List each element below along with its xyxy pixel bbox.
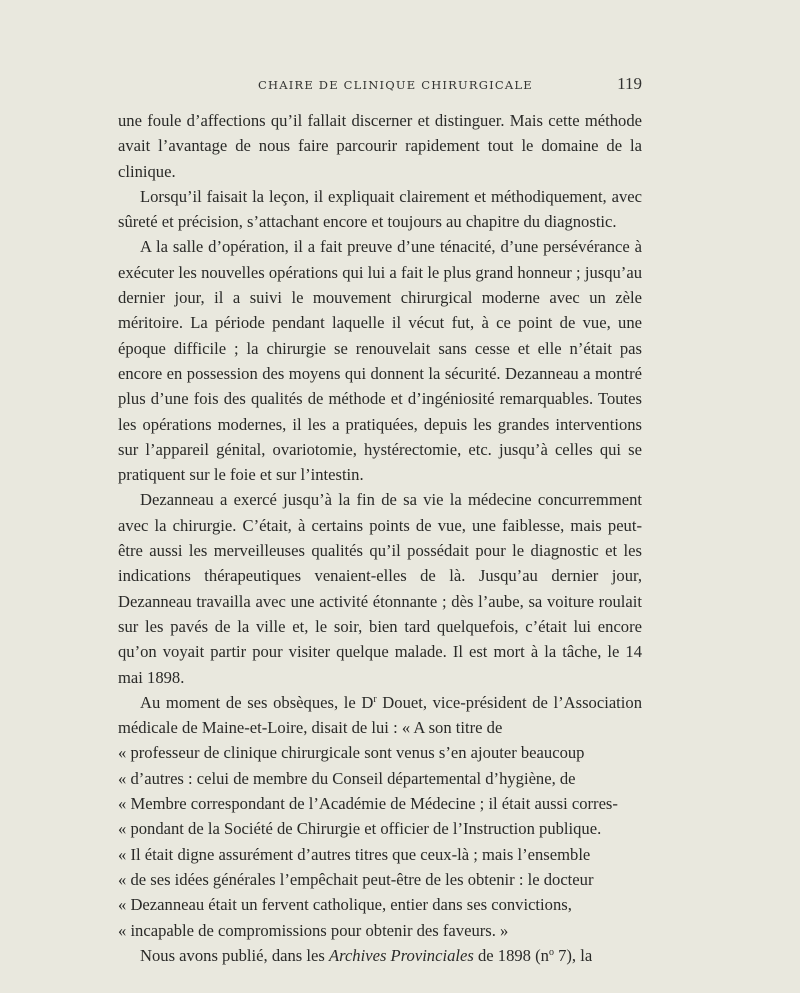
final-middle: de 1898 (n	[473, 945, 549, 965]
page-number: 119	[617, 74, 642, 93]
quote-intro-end: Douet, vice-président de l’Association médicale de Maine-et-Loire, disait de lui : « A son titre de	[118, 692, 643, 738]
paragraph-quote-intro	[118, 690, 642, 741]
doctor-superscript: r	[373, 693, 377, 705]
running-header	[118, 74, 642, 96]
running-title: CHAIRE DE CLINIQUE CHIRURGICALE	[258, 78, 533, 92]
quote-line: « Membre correspondant de l’Académie de Médecine ; il était aussi corres-	[118, 794, 618, 814]
final-end: 7), la	[553, 945, 593, 965]
quote-intro-start: Au moment de ses obsèques, le D	[140, 692, 374, 712]
paragraph-4: Dezanneau a exercé jusqu’à la fin de sa vie la médecine concurremment avec la chirurgie. C’était, à certains points de vue, une faiblesse, mais peut-être aussi les merveilleuses qualités qu’il possédait pour le diagnostic et les indications thérapeutiques venaient-elles de là. Jusqu’au dernier jour, Dezanneau travailla avec une activité étonnante ; dès l’aube, sa voiture roulait sur les pavés de la ville et, le soir, bien tard quelquefois, c’était lui encore qu’on voyait partir pour visiter quelque malade. Il est mort à la tâche, le 14 mai 1898.	[118, 490, 642, 687]
quote-line: « pondant de la Société de Chirurgie et officier de l’Instruction publique.	[118, 819, 602, 839]
quote-line: « de ses idées générales l’empêchait peut-être de les obtenir : le docteur	[118, 869, 594, 889]
paragraph-1: une foule d’affections qu’il fallait discerner et distinguer. Mais cette méthode avait l’avantage de nous faire parcourir rapidement tout le domaine de la clinique.	[118, 111, 642, 181]
journal-title: Archives Provinciales	[328, 945, 474, 965]
quote-line: « incapable de compromissions pour obtenir des faveurs. »	[118, 920, 509, 940]
quote-line: « Dezanneau était un fervent catholique, entier dans ses convictions,	[118, 895, 572, 915]
final-start: Nous avons publié, dans les	[140, 945, 329, 965]
quote-line: « professeur de clinique chirurgicale sont venus s’en ajouter beaucoup	[118, 743, 585, 763]
paragraph-3: A la salle d’opération, il a fait preuve d’une ténacité, d’une persévérance à exécuter les nouvelles opérations qui lui a fait le plus grand honneur ; jusqu’au dernier jour, il a suivi le mouvement chirurgical moderne avec un zèle méritoire. La période pendant laquelle il vécut fut, à ce point de vue, une époque difficile ; la chirurgie se renouvelait sans cesse et elle n’était pas encore en possession des moyens qui donnent la sécurité. Dezanneau a montré plus d’une fois des qualités de méthode et d’ingéniosité remarquables. Toutes les opérations modernes, il les a pratiquées, depuis les grandes interventions sur l’appareil génital, ovariotomie, hystérectomie, etc. jusqu’à celles qui se pratiquent sur le foie et sur l’intestin.	[118, 237, 642, 485]
body-text	[118, 108, 642, 968]
paragraph-final	[118, 943, 642, 968]
number-superscript: o	[548, 946, 554, 958]
paragraph-2: Lorsqu’il faisait la leçon, il expliquait clairement et méthodiquement, avec sûreté et précision, s’attachant encore et toujours au chapitre du diagnostic.	[118, 186, 642, 232]
quote-line: « d’autres : celui de membre du Conseil départemental d’hygiène, de	[118, 768, 576, 788]
quote-line: « Il était digne assurément d’autres titres que ceux-là ; mais l’ensemble	[118, 844, 591, 864]
